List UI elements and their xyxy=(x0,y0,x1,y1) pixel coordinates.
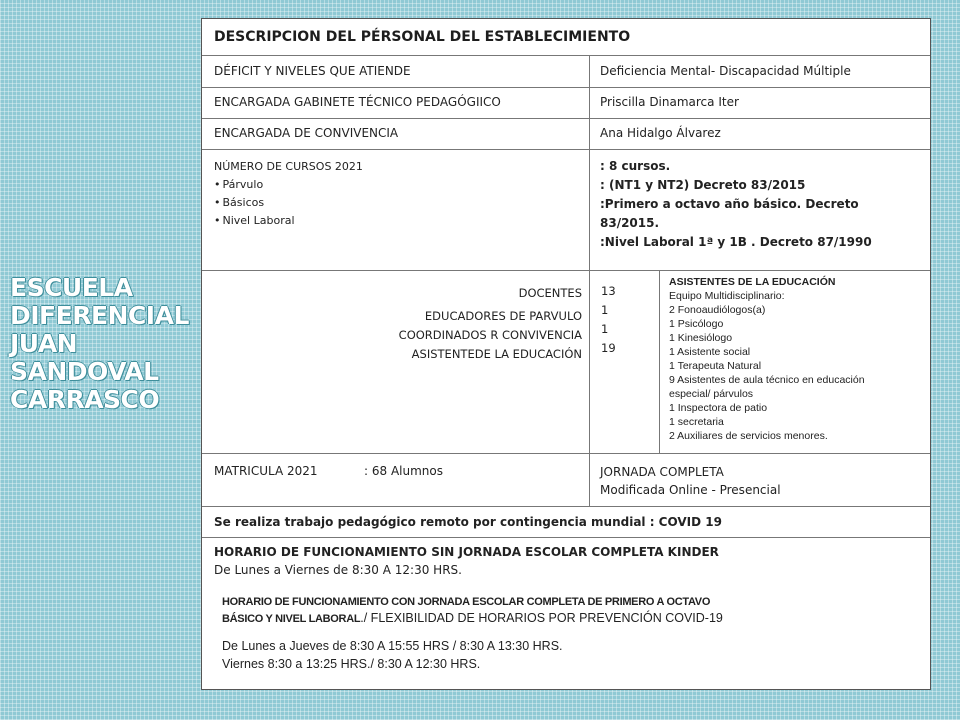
cursos-detail-line: :Primero a octavo año básico. Decreto xyxy=(600,197,859,211)
school-name xyxy=(10,274,200,414)
gabinete-value: Priscilla Dinamarca Iter xyxy=(600,95,739,109)
docentes-roles xyxy=(202,284,582,364)
table-title: DESCRIPCION DEL PÉRSONAL DEL ESTABLECIMIENTO xyxy=(214,29,631,45)
row-divider xyxy=(202,87,930,88)
row-divider xyxy=(202,453,930,454)
school-name-line: ESCUELA xyxy=(10,273,133,302)
convivencia-value: Ana Hidalgo Álvarez xyxy=(600,126,721,140)
row-divider xyxy=(202,55,930,56)
cursos-detail-line: :Nivel Laboral 1ª y 1B . Decreto 87/1990 xyxy=(600,235,872,249)
asistentes-item: 1 Kinesiólogo xyxy=(669,332,733,344)
basico-schedule-subtitle xyxy=(222,610,922,627)
deficit-label: DÉFICIT Y NIVELES QUE ATIENDE xyxy=(214,64,411,78)
school-name-line: DIFERENCIAL xyxy=(10,301,189,330)
basico-schedule xyxy=(222,594,922,673)
row-divider xyxy=(202,270,930,271)
convivencia-label: ENCARGADA DE CONVIVENCIA xyxy=(214,126,399,140)
basico-schedule-title: HORARIO DE FUNCIONAMIENTO CON JORNADA ESCOLAR COMPLETA DE PRIMERO A OCTAVO xyxy=(222,596,711,608)
gabinete-label: ENCARGADA GABINETE TÉCNICO PEDAGÓGIICO xyxy=(214,95,501,109)
row-divider xyxy=(202,118,930,119)
asistentes-item: 9 Asistentes de aula técnico en educación xyxy=(669,374,865,386)
school-name-line: CARRASCO xyxy=(10,385,160,414)
role-count: 19 xyxy=(601,341,616,355)
asistentes-item: 1 Asistente social xyxy=(669,346,751,358)
column-divider xyxy=(589,55,590,506)
asistentes-item: Equipo Multidisciplinario: xyxy=(669,290,785,302)
cursos-level: • Básicos xyxy=(214,194,363,212)
cursos-level: • Nivel Laboral xyxy=(214,212,363,230)
cursos-detail-line: : 8 cursos. xyxy=(600,159,671,173)
asistentes-item: 2 Fonoaudiólogos(a) xyxy=(669,304,766,316)
cursos-block xyxy=(214,158,363,230)
basico-schedule-note: ./ FLEXIBILIDAD DE HORARIOS POR PREVENCIÓN COVID-19 xyxy=(360,611,723,625)
asistentes-title: ASISTENTES DE LA EDUCACIÓN xyxy=(669,276,836,288)
row-divider xyxy=(202,149,930,150)
jornada-block xyxy=(600,463,781,499)
cursos-level: • Párvulo xyxy=(214,176,363,194)
row-divider xyxy=(202,506,930,507)
role-label: ASISTENTEDE LA EDUCACIÓN xyxy=(411,347,582,361)
role-label: EDUCADORES DE PARVULO xyxy=(424,309,582,323)
asistentes-item: 2 Auxiliares de servicios menores. xyxy=(669,430,828,442)
role-count: 1 xyxy=(601,322,609,336)
docentes-counts xyxy=(601,282,616,358)
role-label: DOCENTES xyxy=(518,286,582,300)
matricula-value: : 68 Alumnos xyxy=(364,464,443,478)
cursos-label: NÚMERO DE CURSOS 2021 xyxy=(214,160,363,173)
cursos-detail-line: : (NT1 y NT2) Decreto 83/2015 xyxy=(600,178,806,192)
school-name-line: JUAN xyxy=(10,329,78,358)
kinder-schedule-title: HORARIO DE FUNCIONAMIENTO SIN JORNADA ESCOLAR COMPLETA KINDER xyxy=(214,545,719,559)
asistentes-item: especial/ párvulos xyxy=(669,388,754,400)
asistentes-item: 1 Psicólogo xyxy=(669,318,724,330)
staff-description-table xyxy=(201,18,931,690)
kinder-schedule xyxy=(214,543,719,579)
role-label: COORDINADOS R CONVIVENCIA xyxy=(398,328,582,342)
role-count: 1 xyxy=(601,303,609,317)
basico-schedule-hours-1: De Lunes a Jueves de 8:30 A 15:55 HRS / 8:30 A 13:30 HRS. xyxy=(222,639,563,653)
jornada-title: JORNADA COMPLETA xyxy=(600,465,724,479)
column-divider xyxy=(659,270,660,453)
matricula-label: MATRICULA 2021 xyxy=(214,464,318,478)
role-count: 13 xyxy=(601,284,616,298)
row-divider xyxy=(202,537,930,538)
asistentes-item: 1 Inspectora de patio xyxy=(669,402,768,414)
school-name-line: SANDOVAL xyxy=(10,357,159,386)
cursos-detail-line: 83/2015. xyxy=(600,216,660,230)
asistentes-item: 1 Terapeuta Natural xyxy=(669,360,762,372)
asistentes-block xyxy=(669,275,927,443)
basico-schedule-hours-2: Viernes 8:30 a 13:25 HRS./ 8:30 A 12:30 HRS. xyxy=(222,657,481,671)
deficit-value: Deficiencia Mental- Discapacidad Múltiple xyxy=(600,64,851,78)
kinder-schedule-hours: De Lunes a Viernes de 8:30 A 12:30 HRS. xyxy=(214,563,462,577)
basico-schedule-title-2: BÁSICO Y NIVEL LABORAL xyxy=(222,613,361,625)
remote-note: Se realiza trabajo pedagógico remoto por contingencia mundial : COVID 19 xyxy=(214,515,722,529)
jornada-mode: Modificada Online - Presencial xyxy=(600,483,781,497)
asistentes-item: 1 secretaria xyxy=(669,416,724,428)
cursos-details xyxy=(600,157,920,252)
